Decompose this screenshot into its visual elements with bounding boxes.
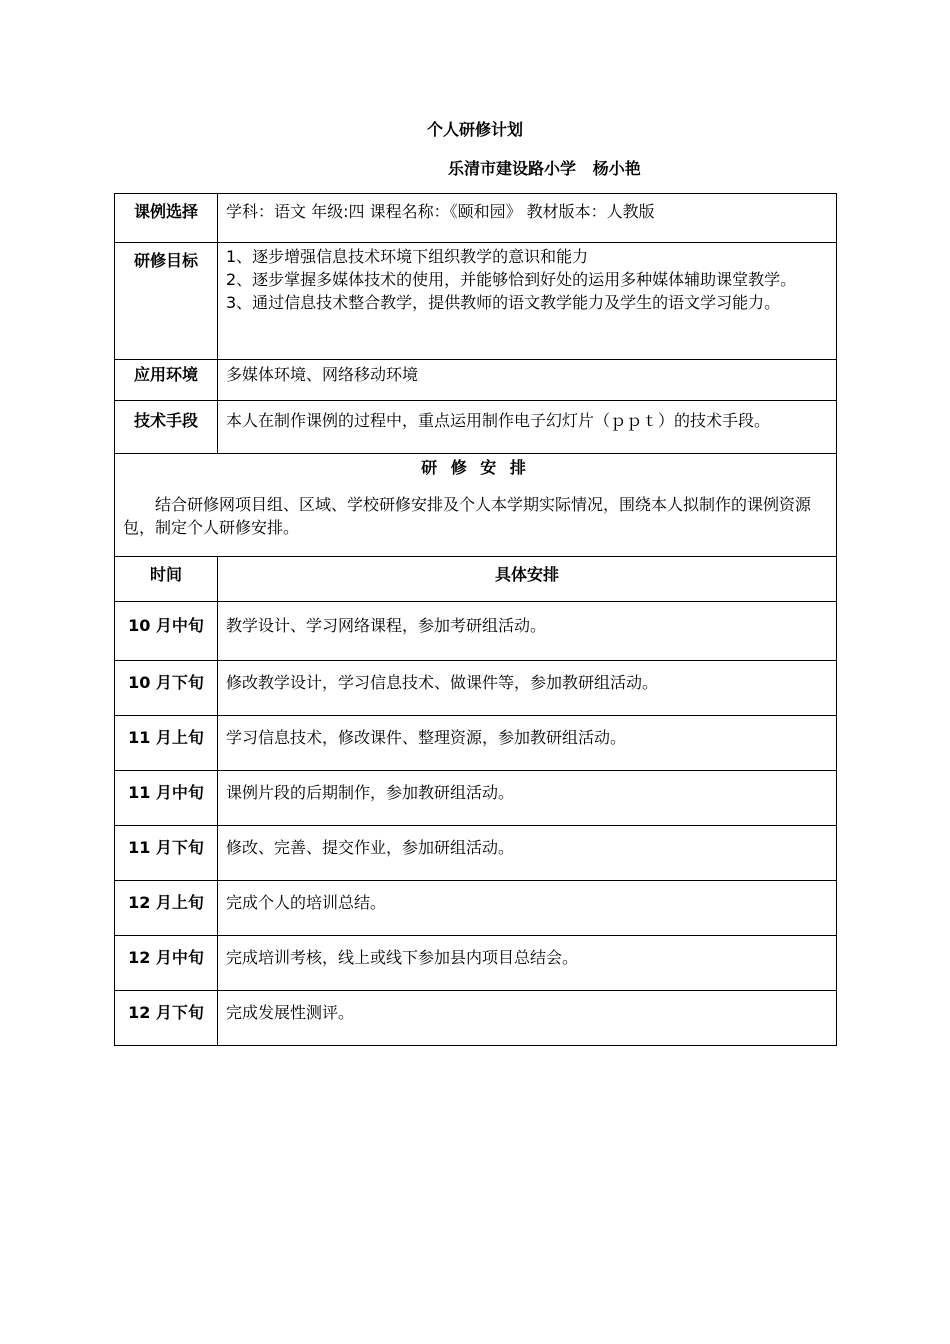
label-course: 课例选择 bbox=[115, 194, 218, 243]
goal-line: 1、逐步增强信息技术环境下组织教学的意识和能力 bbox=[226, 247, 589, 266]
col-time-header: 时间 bbox=[115, 557, 218, 602]
schedule-detail: 完成发展性测评。 bbox=[218, 991, 837, 1046]
table-row bbox=[115, 936, 837, 991]
table-row bbox=[115, 716, 837, 771]
schedule-detail: 完成培训考核，线上或线下参加县内项目总结会。 bbox=[218, 936, 837, 991]
schedule-header-row bbox=[115, 557, 837, 602]
table-row bbox=[115, 661, 837, 716]
schedule-detail: 学习信息技术，修改课件、整理资源，参加教研组活动。 bbox=[218, 716, 837, 771]
table-row bbox=[115, 602, 837, 661]
value-technique: 本人在制作课例的过程中，重点运用制作电子幻灯片（ｐｐｔ）的技术手段。 bbox=[218, 401, 837, 454]
arrangement-cell bbox=[115, 454, 837, 557]
page-title: 个人研修计划 bbox=[426, 120, 523, 139]
row-goals bbox=[115, 243, 837, 360]
schedule-time: 11 月中旬 bbox=[115, 771, 218, 826]
label-technique: 技术手段 bbox=[115, 401, 218, 454]
schedule-detail: 修改教学设计，学习信息技术、做课件等，参加教研组活动。 bbox=[218, 661, 837, 716]
schedule-time: 11 月下旬 bbox=[115, 826, 218, 881]
value-environment: 多媒体环境、网络移动环境 bbox=[218, 360, 837, 401]
value-goals bbox=[218, 243, 837, 360]
schedule-detail: 教学设计、学习网络课程，参加考研组活动。 bbox=[218, 602, 837, 661]
section-heading: 研 修 安 排 bbox=[421, 458, 530, 477]
schedule-time: 10 月中旬 bbox=[115, 602, 218, 661]
table-row bbox=[115, 991, 837, 1046]
schedule-time: 12 月上旬 bbox=[115, 881, 218, 936]
schedule-detail: 修改、完善、提交作业，参加研组活动。 bbox=[218, 826, 837, 881]
label-environment: 应用环境 bbox=[115, 360, 218, 401]
plan-table bbox=[114, 193, 837, 1046]
schedule-time: 12 月中旬 bbox=[115, 936, 218, 991]
arrangement-intro: 结合研修网项目组、区域、学校研修安排及个人本学期实际情况，围绕本人拟制作的课例资源包，制定个人研修安排。 bbox=[123, 495, 812, 537]
table-row bbox=[115, 771, 837, 826]
schedule-time: 12 月下旬 bbox=[115, 991, 218, 1046]
row-arrangement bbox=[115, 454, 837, 557]
schedule-detail: 完成个人的培训总结。 bbox=[218, 881, 837, 936]
goal-line: 2、逐步掌握多媒体技术的使用，并能够恰到好处的运用多种媒体辅助课堂教学。 bbox=[226, 270, 797, 289]
row-course bbox=[115, 194, 837, 243]
schedule-time: 11 月上旬 bbox=[115, 716, 218, 771]
row-technique bbox=[115, 401, 837, 454]
value-course: 学科：语文 年级:四 课程名称：《颐和园》 教材版本：人教版 bbox=[218, 194, 837, 243]
table-row bbox=[115, 826, 837, 881]
goal-line: 3、通过信息技术整合教学，提供教师的语文教学能力及学生的语文学习能力。 bbox=[226, 293, 781, 312]
col-detail-header: 具体安排 bbox=[218, 557, 837, 602]
row-environment bbox=[115, 360, 837, 401]
table-row bbox=[115, 881, 837, 936]
author-line: 乐清市建设路小学 杨小艳 bbox=[448, 159, 641, 178]
schedule-time: 10 月下旬 bbox=[115, 661, 218, 716]
label-goals: 研修目标 bbox=[115, 243, 218, 360]
schedule-detail: 课例片段的后期制作，参加教研组活动。 bbox=[218, 771, 837, 826]
